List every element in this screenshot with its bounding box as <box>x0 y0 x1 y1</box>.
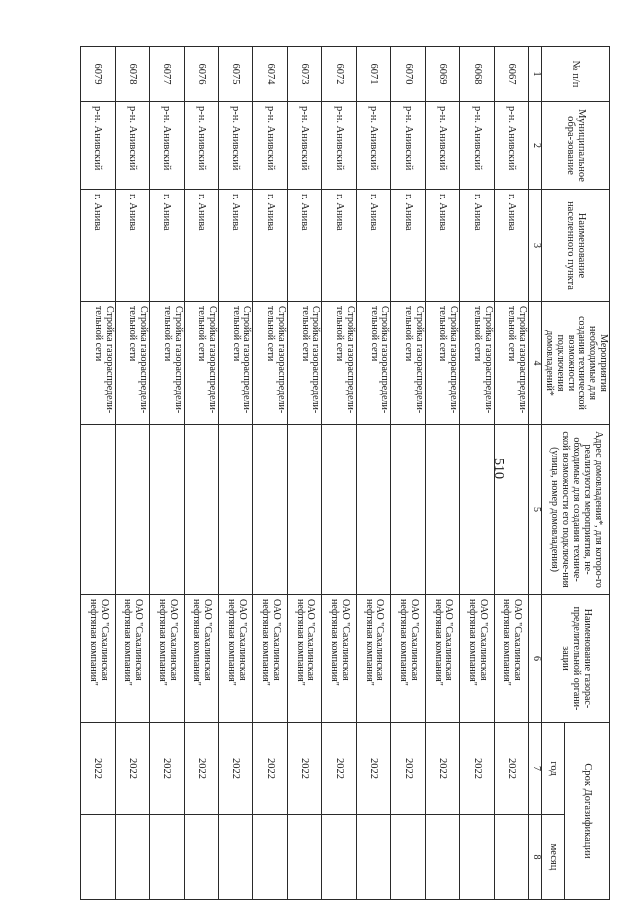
row-number: 6071 <box>356 47 390 102</box>
row-number: 6068 <box>460 47 494 102</box>
header-measures: Мероприятия необходимые для создания технической возможности подключения домовладений* <box>542 302 610 425</box>
table-row <box>460 47 494 900</box>
month-cell <box>356 815 390 900</box>
settlement-cell: г. Анива <box>219 190 253 302</box>
header-num: № п/п <box>542 47 610 102</box>
month-cell <box>322 815 356 900</box>
municipality-cell: р-н. Анивский <box>287 102 321 190</box>
organization-cell: ОАО "Сахалинская нефтяная компания" <box>219 595 253 723</box>
year-cell: 2022 <box>356 723 390 815</box>
measure-cell: Стройка газораспредели-тельной сети <box>460 302 494 425</box>
col-number: 8 <box>529 815 542 900</box>
month-cell <box>460 815 494 900</box>
municipality-cell: р-н. Анивский <box>81 102 116 190</box>
month-cell <box>391 815 425 900</box>
address-cell <box>115 425 149 595</box>
settlement-cell: г. Анива <box>322 190 356 302</box>
settlement-cell: г. Анива <box>494 190 528 302</box>
measure-cell: Стройка газораспредели-тельной сети <box>184 302 218 425</box>
row-number: 6078 <box>115 47 149 102</box>
year-cell: 2022 <box>253 723 287 815</box>
year-cell: 2022 <box>115 723 149 815</box>
row-number: 6067 <box>494 47 528 102</box>
settlement-cell: г. Анива <box>425 190 459 302</box>
row-number: 6077 <box>150 47 184 102</box>
municipality-cell: р-н. Анивский <box>115 102 149 190</box>
header-settlement: Наименование населенного пункта <box>542 190 610 302</box>
organization-cell: ОАО "Сахалинская нефтяная компания" <box>494 595 528 723</box>
settlement-cell: г. Анива <box>150 190 184 302</box>
table-row <box>115 47 149 900</box>
municipality-cell: р-н. Анивский <box>494 102 528 190</box>
rotated-table-wrapper <box>80 46 610 899</box>
table-row <box>494 47 528 900</box>
address-cell <box>494 425 528 595</box>
row-number: 6074 <box>253 47 287 102</box>
address-cell <box>425 425 459 595</box>
col-number: 7 <box>529 723 542 815</box>
header-term: Срок Догазификации <box>564 723 609 900</box>
settlement-cell: г. Анива <box>287 190 321 302</box>
row-number: 6079 <box>81 47 116 102</box>
table-row <box>150 47 184 900</box>
measure-cell: Стройка газораспредели-тельной сети <box>219 302 253 425</box>
settlement-cell: г. Анива <box>253 190 287 302</box>
month-cell <box>184 815 218 900</box>
header-municipality: Муниципальное обра-зование <box>542 102 610 190</box>
organization-cell: ОАО "Сахалинская нефтяная компания" <box>81 595 116 723</box>
organization-cell: ОАО "Сахалинская нефтяная компания" <box>115 595 149 723</box>
address-cell <box>184 425 218 595</box>
measure-cell: Стройка газораспредели-тельной сети <box>356 302 390 425</box>
address-cell <box>322 425 356 595</box>
month-cell <box>494 815 528 900</box>
settlement-cell: г. Анива <box>184 190 218 302</box>
year-cell: 2022 <box>184 723 218 815</box>
organization-cell: ОАО "Сахалинская нефтяная компания" <box>322 595 356 723</box>
table-row <box>253 47 287 900</box>
measure-cell: Стройка газораспредели-тельной сети <box>253 302 287 425</box>
municipality-cell: р-н. Анивский <box>150 102 184 190</box>
row-number: 6072 <box>322 47 356 102</box>
header-month: месяц <box>542 815 565 900</box>
year-cell: 2022 <box>150 723 184 815</box>
organization-cell: ОАО "Сахалинская нефтяная компания" <box>150 595 184 723</box>
measure-cell: Стройка газораспредели-тельной сети <box>494 302 528 425</box>
table-row <box>322 47 356 900</box>
month-cell <box>115 815 149 900</box>
header-organization: Наименование газорас-пределительной органи-зации <box>542 595 610 723</box>
year-cell: 2022 <box>219 723 253 815</box>
year-cell: 2022 <box>322 723 356 815</box>
header-address: Адрес домовладения*, для которо-го реализуются мероприятия, не-обходимые для создания техниче-ской возможности его подключе-ния (улица, номер домовладения) <box>542 425 610 595</box>
municipality-cell: р-н. Анивский <box>219 102 253 190</box>
settlement-cell: г. Анива <box>115 190 149 302</box>
municipality-cell: р-н. Анивский <box>322 102 356 190</box>
col-number: 1 <box>529 47 542 102</box>
measure-cell: Стройка газораспредели-тельной сети <box>287 302 321 425</box>
settlement-cell: г. Анива <box>460 190 494 302</box>
address-cell <box>460 425 494 595</box>
column-numbers-row <box>529 47 542 900</box>
measure-cell: Стройка газораспредели-тельной сети <box>81 302 116 425</box>
col-number: 5 <box>529 425 542 595</box>
col-number: 4 <box>529 302 542 425</box>
table-row <box>425 47 459 900</box>
table-row <box>184 47 218 900</box>
organization-cell: ОАО "Сахалинская нефтяная компания" <box>425 595 459 723</box>
table-row <box>391 47 425 900</box>
address-cell <box>150 425 184 595</box>
year-cell: 2022 <box>81 723 116 815</box>
municipality-cell: р-н. Анивский <box>253 102 287 190</box>
month-cell <box>425 815 459 900</box>
address-cell <box>356 425 390 595</box>
organization-cell: ОАО "Сахалинская нефтяная компания" <box>184 595 218 723</box>
measure-cell: Стройка газораспредели-тельной сети <box>425 302 459 425</box>
measure-cell: Стройка газораспредели-тельной сети <box>391 302 425 425</box>
address-cell <box>219 425 253 595</box>
table-row <box>356 47 390 900</box>
measure-cell: Стройка газораспредели-тельной сети <box>150 302 184 425</box>
month-cell <box>150 815 184 900</box>
table-row <box>81 47 116 900</box>
header-year: год <box>542 723 565 815</box>
month-cell <box>81 815 116 900</box>
year-cell: 2022 <box>391 723 425 815</box>
col-number: 2 <box>529 102 542 190</box>
row-number: 6075 <box>219 47 253 102</box>
year-cell: 2022 <box>494 723 528 815</box>
month-cell <box>253 815 287 900</box>
page-number: 510 <box>491 458 506 479</box>
col-number: 3 <box>529 190 542 302</box>
table-row <box>219 47 253 900</box>
municipality-cell: р-н. Анивский <box>425 102 459 190</box>
organization-cell: ОАО "Сахалинская нефтяная компания" <box>287 595 321 723</box>
month-cell <box>219 815 253 900</box>
municipality-cell: р-н. Анивский <box>460 102 494 190</box>
municipality-cell: р-н. Анивский <box>391 102 425 190</box>
measure-cell: Стройка газораспредели-тельной сети <box>115 302 149 425</box>
row-number: 6076 <box>184 47 218 102</box>
organization-cell: ОАО "Сахалинская нефтяная компания" <box>391 595 425 723</box>
measure-cell: Стройка газораспредели-тельной сети <box>322 302 356 425</box>
row-number: 6073 <box>287 47 321 102</box>
year-cell: 2022 <box>460 723 494 815</box>
row-number: 6069 <box>425 47 459 102</box>
table-row <box>287 47 321 900</box>
municipality-cell: р-н. Анивский <box>184 102 218 190</box>
month-cell <box>287 815 321 900</box>
address-cell <box>253 425 287 595</box>
gasification-table <box>80 46 610 900</box>
header-row <box>564 47 609 900</box>
col-number: 6 <box>529 595 542 723</box>
address-cell <box>391 425 425 595</box>
year-cell: 2022 <box>287 723 321 815</box>
address-cell <box>81 425 116 595</box>
organization-cell: ОАО "Сахалинская нефтяная компания" <box>253 595 287 723</box>
address-cell <box>287 425 321 595</box>
year-cell: 2022 <box>425 723 459 815</box>
organization-cell: ОАО "Сахалинская нефтяная компания" <box>356 595 390 723</box>
settlement-cell: г. Анива <box>356 190 390 302</box>
organization-cell: ОАО "Сахалинская нефтяная компания" <box>460 595 494 723</box>
settlement-cell: г. Анива <box>81 190 116 302</box>
municipality-cell: р-н. Анивский <box>356 102 390 190</box>
row-number: 6070 <box>391 47 425 102</box>
settlement-cell: г. Анива <box>391 190 425 302</box>
